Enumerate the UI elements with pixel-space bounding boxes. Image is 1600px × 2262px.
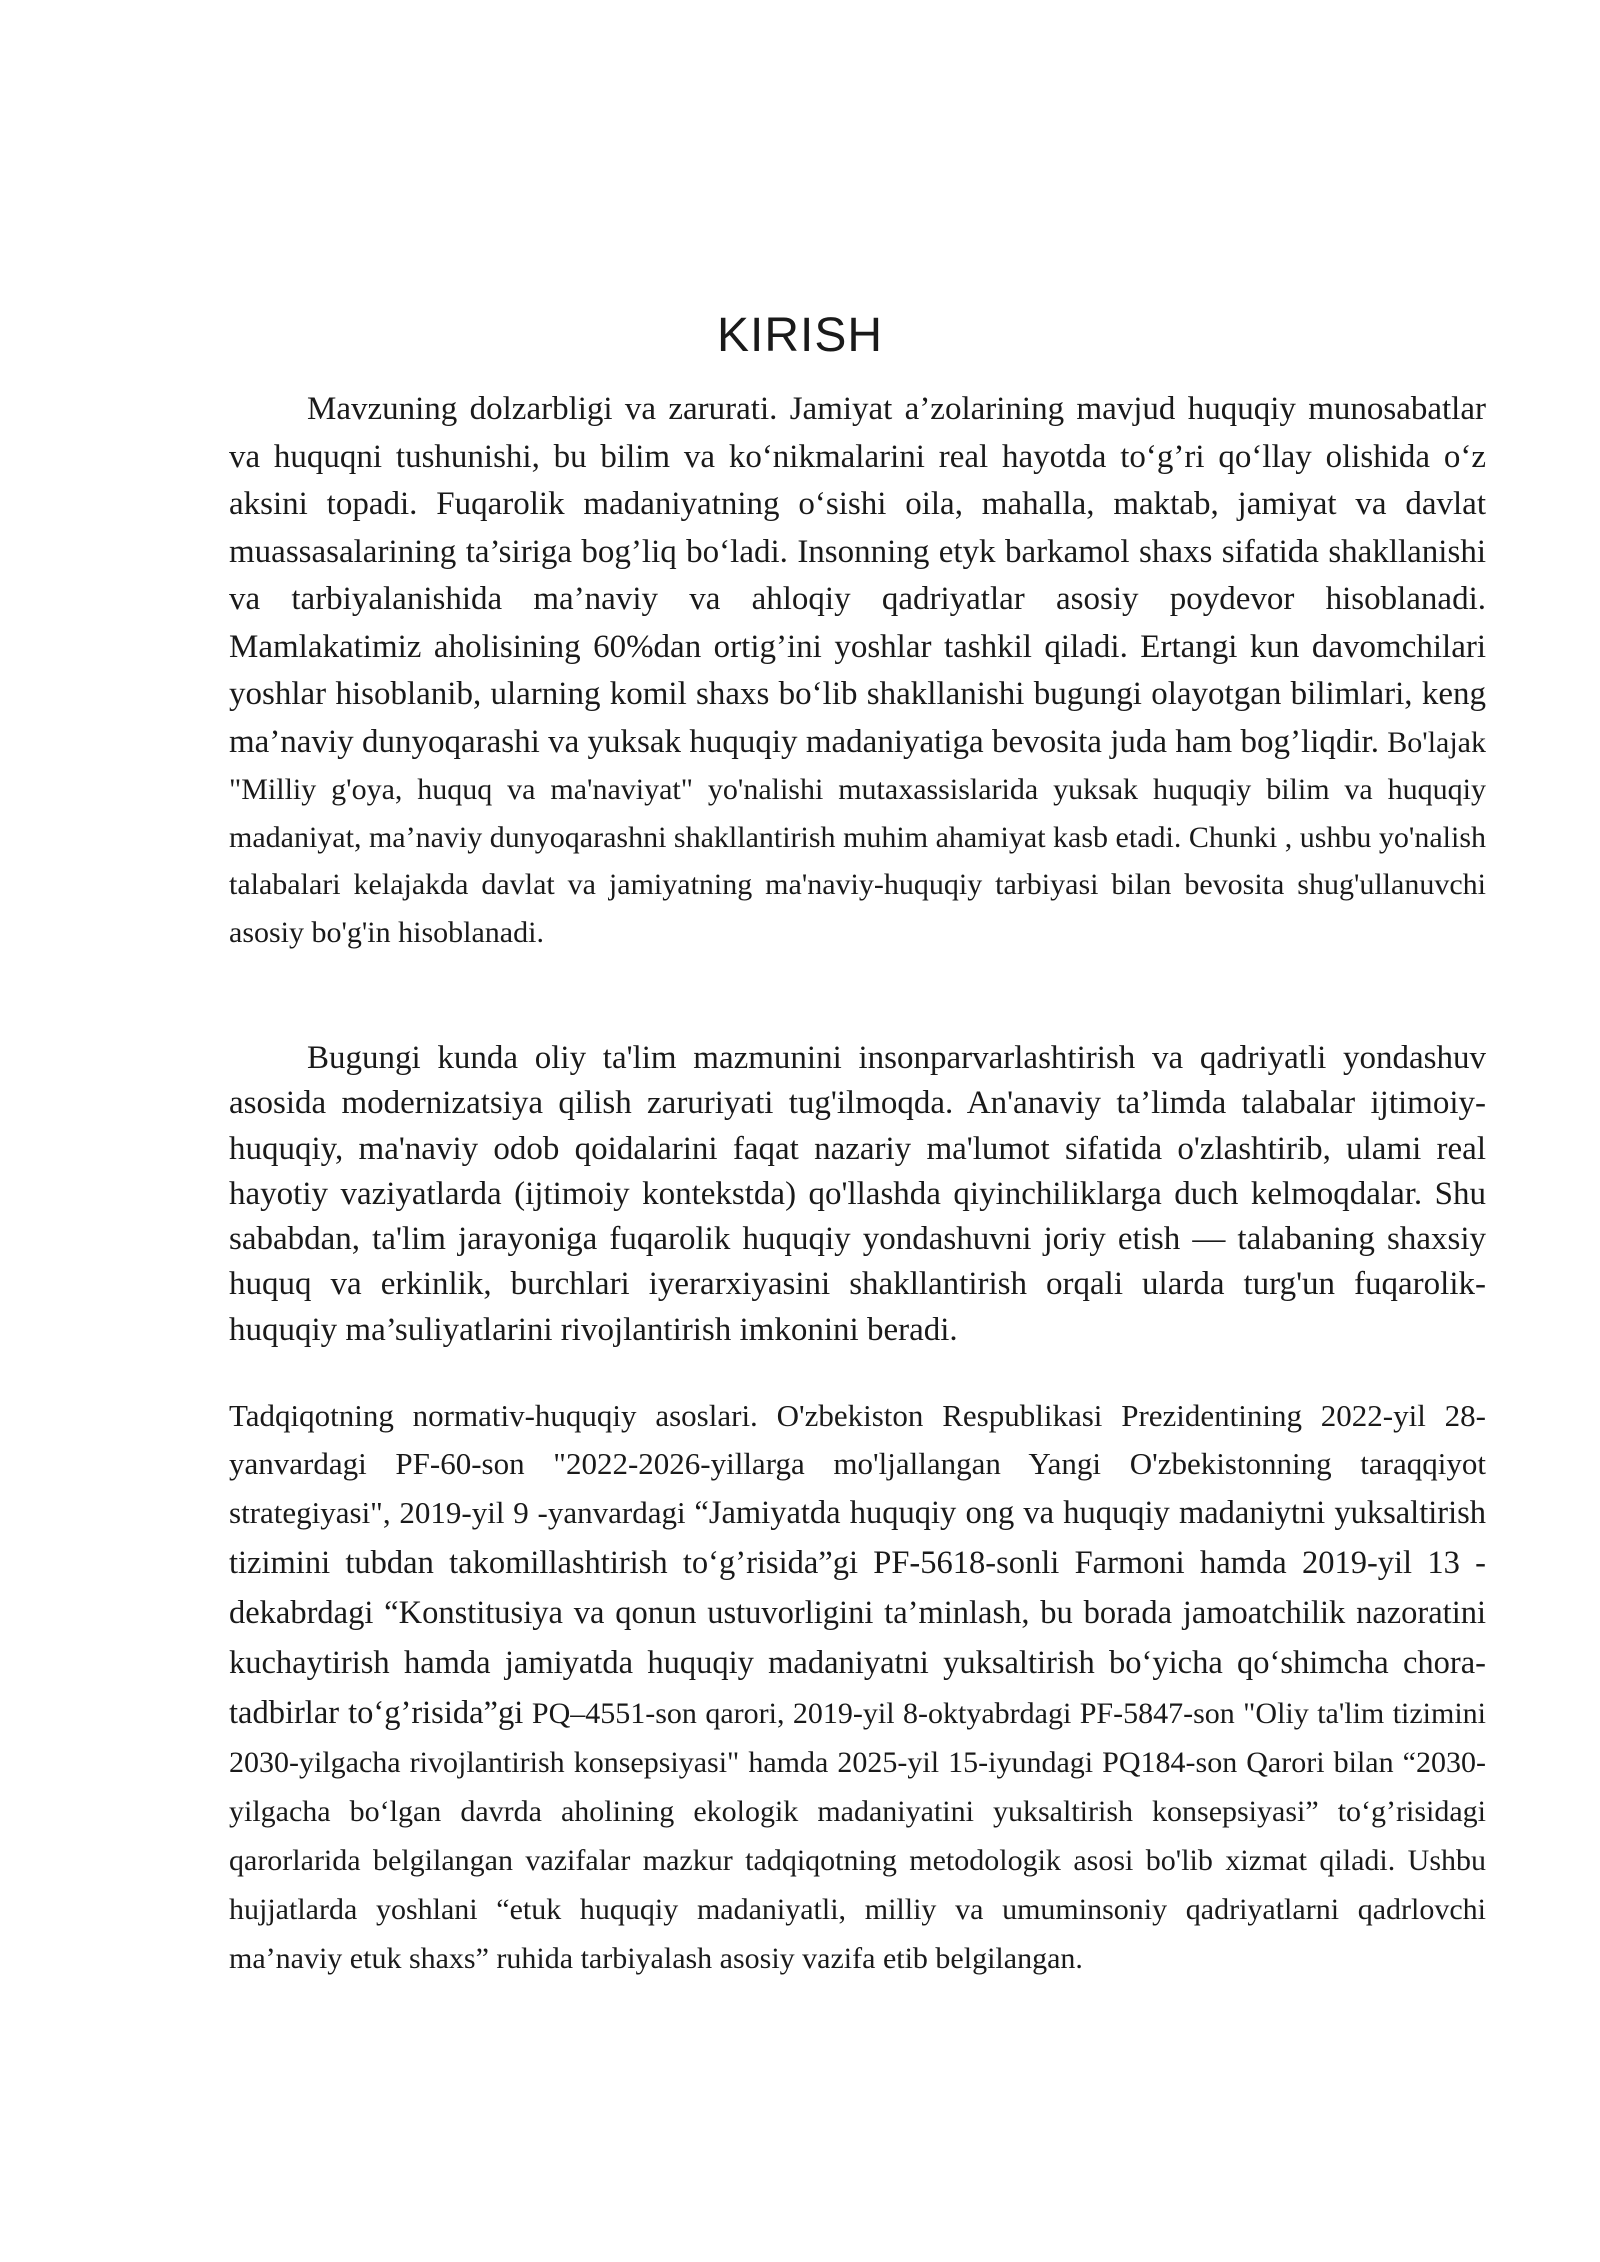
- page-title: KIRISH: [716, 309, 884, 362]
- paragraph-legal-basis-tail: PQ–4551-son qarori, 2019-yil 8-oktyabrdagi PF-5847-son "Oliy ta'lim tizimini 2030-yilgacha rivojlantirish konsepsiyasi" hamda 2025-yil 15-iyundagi PQ184-son Qarori bilan “2030-yilgacha bo‘lgan davrda aholining ekologik madaniyatini yuksaltirish konsepsiyasi” to‘g’risidagi qarorlarida belgilangan vazifalar mazkur tadqiqotning metodologik asosi bo'lib xizmat qiladi. Ushbu hujjatlarda yoshlani “etuk huquqiy madaniyatli, milliy va umuminsoniy qadriyatlarni qadrlovchi ma’naviy etuk shaxs” ruhida tarbiyalash asosiy vazifa etib belgilangan.: [229, 1697, 1487, 1975]
- paragraph-legal-basis: [229, 1392, 1486, 1983]
- paragraph-modernization: Bugungi kunda oliy ta'lim mazmunini insonparvarlashtirish va qadriyatli yondashuv asosida modernizatsiya qilish zaruriyati tug'ilmoqda. An'anaviy ta’limda talabalar ijtimoiy-huquqiy, ma'naviy odob qoidalarini faqat nazariy ma'lumot sifatida o'zlashtirib, ulami real hayotiy vaziyatlarda (ijtimoiy kontekstda) qo'llashda qiyinchiliklarga duch kelmoqdalar. Shu sababdan, ta'lim jarayoniga fuqarolik huquqiy yondashuvni joriy etish — talabaning shaxsiy huquq va erkinlik, burchlari iyerarxiyasini shakllantirish orqali ularda turg'un fuqarolik-huquqiy ma’suliyatlarini rivojlantirish imkonini beradi.: [229, 1040, 1486, 1348]
- paragraph-legal-basis-middle: “Jamiyatda huquqiy ong va huquqiy madaniytni yuksaltirish tizimini tubdan takomillashtirish to‘g’risida”gi PF-5618-sonli Farmoni hamda 2019-yil 13 -dekabrdagi “Konstitusiya va qonun ustuvorligini ta’minlash, bu borada jamoatchilik nazoratini kuchaytirish hamda jamiyatda huquqiy madaniyatni yuksaltirish bo‘yicha qo‘shimcha chora-tadbirlar to‘g’risida”gi: [229, 1495, 1487, 1731]
- paragraph-relevance-tail: Bo'lajak "Milliy g'oya, huquq va ma'naviyat" yo'nalishi mutaxassislarida yuksak huquqiy bilim va huquqiy madaniyat, ma’naviy dunyoqarashni shakllantirish muhim ahamiyat kasb etadi. Chunki , ushbu yo'nalish talabalari kelajakda davlat va jamiyatning ma'naviy-huquqiy tarbiyasi bilan bevosita shug'ullanuvchi asosiy bo'g'in hisoblanadi.: [229, 725, 1486, 949]
- paragraph-legal-basis-lead: Tadqiqotning normativ-huquqiy asoslari. O'zbekiston Respublikasi Prezidentining 2022-yil 28-yanvardagi PF-60-son "2022-2026-yillarga mo'ljallangan Yangi O'zbekistonning taraqqiyot strategiyasi", 2019-yil 9 -yanvardagi: [229, 1398, 1486, 1530]
- paragraph-relevance-lead: Mavzuning dolzarbligi va zarurati. Jamiyat a’zolarining mavjud huquqiy munosabatlar va huquqni tushunishi, bu bilim va ko‘nikmalarini real hayotda to‘g’ri qo‘llay olishida o‘z aksini topadi. Fuqarolik madaniyatning o‘sishi oila, mahalla, maktab, jamiyat va davlat muassasalarining ta’siriga bog’liq bo‘ladi. Insonning etyk barkamol shaxs sifatida shakllanishi va tarbiyalanishida ma’naviy va ahloqiy qadriyatlar asosiy poydevor hisoblanadi. Mamlakatimiz aholisining 60%dan ortig’ini yoshlar tashkil qiladi. Ertangi kun davomchilari yoshlar hisoblanib, ularning komil shaxs bo‘lib shakllanishi bugungi olayotgan bilimlari, keng ma’naviy dunyoqarashi va yuksak huquqiy madaniyatiga bevosita juda ham bog’liqdir.: [229, 391, 1486, 760]
- paragraph-relevance: [229, 386, 1486, 956]
